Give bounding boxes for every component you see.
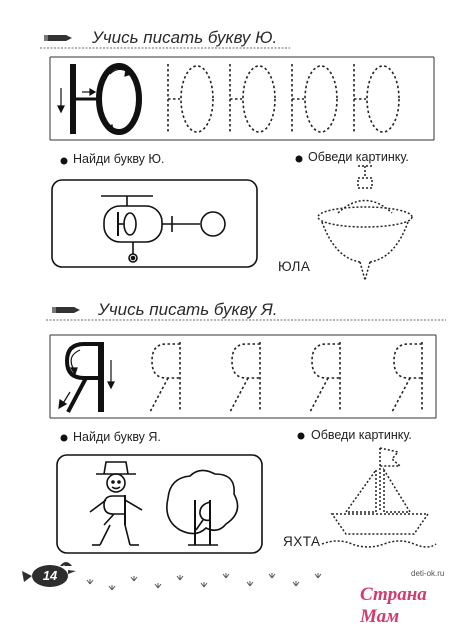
writing-band-ya: [50, 335, 436, 418]
task-trace-picture-2: Обведи картинку.: [311, 428, 412, 442]
bullet: [298, 433, 305, 440]
model-letter-ya: [67, 342, 101, 412]
yacht-trace: [322, 448, 436, 547]
task-trace-picture-1: Обведи картинку.: [308, 150, 409, 164]
watermark-brand: Страна Мам: [360, 584, 427, 627]
stick-figure-tree-picture: [57, 455, 262, 553]
watermark-url: deti-ok.ru: [411, 569, 445, 578]
trace-letters-yu: [168, 64, 399, 134]
picture-word-yakhta: ЯХТА: [283, 534, 321, 549]
page-number: 14: [42, 568, 58, 583]
picture-word-yula: ЮЛА: [278, 259, 311, 274]
heading1-pencil-icon: [44, 35, 72, 41]
bullet: [296, 156, 303, 163]
writing-band-yu: [50, 57, 434, 140]
heading2-pencil-icon: [52, 307, 80, 313]
trace-letters-ya: [150, 342, 422, 412]
footprints-decoration: [87, 573, 321, 590]
helicopter-picture: [52, 180, 257, 267]
heading-learn-yu: Учись писать букву Ю.: [92, 28, 278, 47]
bullet: [61, 158, 68, 165]
spinning-top-trace: [318, 166, 412, 280]
heading-learn-ya: Учись писать букву Я.: [98, 300, 278, 319]
task-find-yu: Найди букву Ю.: [73, 152, 165, 166]
bullet: [61, 435, 68, 442]
task-find-ya: Найди букву Я.: [73, 430, 161, 444]
